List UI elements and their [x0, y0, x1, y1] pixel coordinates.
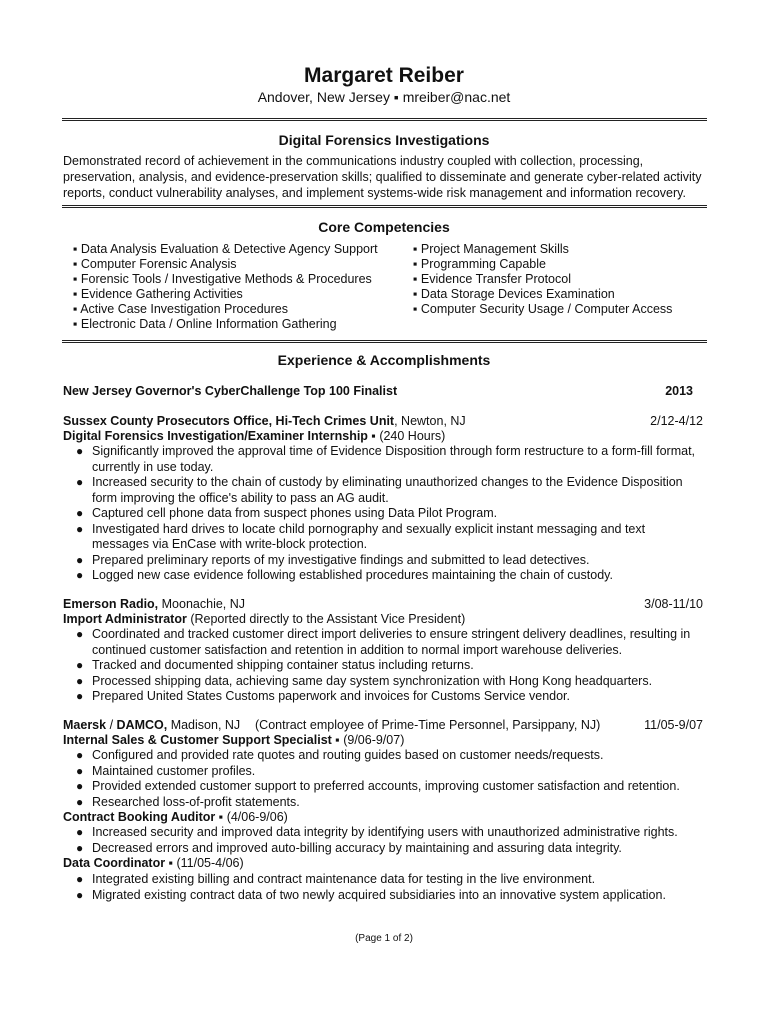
role-dates: ▪ (11/05-4/06)	[165, 856, 244, 870]
competencies-left	[73, 242, 378, 332]
job-header-emerson	[63, 597, 703, 613]
bullet-icon: ●	[76, 794, 84, 809]
list-item: ● Provided extended customer support to preferred accounts, improving customer satisfaction and retention.	[76, 779, 680, 793]
summary-title: Digital Forensics Investigations	[278, 132, 490, 148]
list-item: ● Prepared United States Customs paperwork and invoices for Customs Service vendor.	[76, 689, 571, 703]
bullet-list-sussex	[73, 444, 705, 584]
list-item: ● Prepared preliminary reports of my investigative findings and submitted to lead detectives.	[76, 552, 590, 567]
bullet-list-emerson	[73, 627, 705, 705]
competency-item: ▪ Electronic Data / Online Information Gathering	[73, 317, 337, 331]
employer-location: , Newton, NJ	[394, 414, 466, 428]
bullet-icon: ●	[76, 506, 84, 520]
bullet-list-maersk-1	[73, 748, 705, 810]
experience-title: Experience & Accomplishments	[277, 352, 491, 368]
bullet-icon: ●	[76, 658, 84, 672]
bullet-icon: ●	[76, 887, 84, 902]
contact-line: Andover, New Jersey ▪ mreiber@nac.net	[257, 89, 511, 105]
divider	[62, 118, 707, 121]
bullet-icon: ●	[76, 840, 84, 855]
award-date: 2013	[665, 384, 693, 398]
list-item: ● Captured cell phone data from suspect phones using Data Pilot Program.	[76, 506, 498, 520]
candidate-name: Margaret Reiber	[304, 64, 464, 87]
list-item: ● Decreased errors and improved auto-billing accuracy by maintaining and assuring data integrity.	[76, 840, 622, 855]
list-item: ● Processed shipping data, achieving same day system synchronization with Hong Kong headquarters.	[76, 673, 653, 688]
employer-location: Moonachie, NJ	[158, 597, 246, 611]
employer-location: Madison, NJ	[167, 718, 241, 732]
job-role-maersk-2	[63, 810, 703, 826]
competency-item: ▪ Forensic Tools / Investigative Methods & Procedures	[73, 272, 372, 286]
competencies-right	[413, 242, 672, 317]
competency-item: ▪ Active Case Investigation Procedures	[73, 302, 288, 316]
job-header-sussex	[63, 414, 703, 430]
competencies-title: Core Competencies	[318, 219, 450, 235]
list-item: ● Researched loss-of-profit statements.	[76, 794, 300, 809]
competency-item: ▪ Data Storage Devices Examination	[413, 287, 615, 301]
employer-name: Emerson Radio,	[63, 597, 159, 611]
bullet-icon: ●	[76, 475, 84, 489]
divider	[62, 340, 707, 343]
competency-item: ▪ Data Analysis Evaluation & Detective Agency Support	[73, 242, 378, 256]
list-item: ● Tracked and documented shipping container status including returns.	[76, 658, 474, 672]
award-name: New Jersey Governor's CyberChallenge Top 100 Finalist	[63, 384, 398, 398]
job-role-sussex	[63, 429, 703, 445]
bullet-icon: ●	[76, 673, 84, 688]
page-number: (Page 1 of 2)	[355, 933, 413, 944]
list-item: ● Integrated existing billing and contract maintenance data for testing in the live environment.	[76, 872, 596, 886]
bullet-icon: ●	[76, 552, 84, 567]
list-item: ● Configured and provided rate quotes and routing guides based on customer needs/requests.	[76, 748, 604, 762]
award-row	[63, 384, 703, 400]
summary-text: Demonstrated record of achievement in the communications industry coupled with collection, processing, preservation, analysis, and evidence-preservation skills; qualified to disseminate and generate cyber-related activity reports, conduct vulnerability analyses, and implement systems-wide risk management and information recovery.	[63, 154, 702, 200]
bullet-icon: ●	[76, 825, 84, 839]
bullet-list-maersk-3	[73, 872, 705, 903]
role-title: Internal Sales & Customer Support Specialist	[63, 733, 332, 747]
list-item: ● Increased security to the chain of custody by eliminating unauthorized changes to the Evidence Disposition form improving the office's ability to pass an AG audit.	[76, 475, 683, 505]
role-note: (Reported directly to the Assistant Vice President)	[186, 612, 466, 626]
role-dates: ▪ (4/06-9/06)	[215, 810, 288, 824]
list-item: ● Migrated existing contract data of two newly acquired subsidiaries into an innovative system application.	[76, 887, 666, 902]
bullet-icon: ●	[76, 568, 84, 582]
divider	[62, 205, 707, 208]
job-dates: 3/08-11/10	[644, 597, 703, 611]
role-title: Digital Forensics Investigation/Examiner Internship	[63, 429, 368, 443]
list-item: ● Logged new case evidence following established procedures maintaining the chain of custody.	[76, 568, 613, 582]
job-dates: 2/12-4/12	[650, 414, 703, 428]
job-role-maersk-3	[63, 856, 703, 872]
competency-item: ▪ Evidence Transfer Protocol	[413, 272, 571, 286]
bullet-icon: ●	[76, 872, 84, 886]
list-item: ● Investigated hard drives to locate child pornography and sexually explicit instant messaging and text messages via EnCase with write-block protection.	[76, 521, 646, 551]
list-item: ● Coordinated and tracked customer direct import deliveries to ensure stringent delivery deadlines, resulting in continued customer satisfaction and retention in addition to normal import warehouse deliveries.	[76, 627, 691, 657]
competency-item: ▪ Project Management Skills	[413, 242, 569, 256]
job-header-maersk: Maersk / DAMCO, Madison, NJ (Contract employee of Prime-Time Personnel, Parsippany, NJ) 11/05-9/07	[63, 718, 703, 732]
competency-item: ▪ Computer Security Usage / Computer Access	[413, 302, 673, 316]
bullet-icon: ●	[76, 748, 84, 762]
role-title: Contract Booking Auditor	[63, 810, 216, 824]
competency-item: ▪ Programming Capable	[413, 257, 546, 271]
job-role-maersk-1	[63, 733, 703, 749]
employer-name: Sussex County Prosecutors Office, Hi-Tech Crimes Unit	[63, 414, 395, 428]
bullet-list-maersk-2	[73, 825, 705, 856]
role-title: Data Coordinator	[63, 856, 166, 870]
job-role-emerson	[63, 612, 703, 628]
role-title: Import Administrator	[63, 612, 187, 626]
employer-name: DAMCO,	[116, 718, 168, 732]
competency-item: ▪ Computer Forensic Analysis	[73, 257, 237, 271]
role-note: ▪ (240 Hours)	[367, 429, 446, 443]
bullet-icon: ●	[76, 521, 84, 536]
list-item: ● Increased security and improved data integrity by identifying users with unauthorized administrative rights.	[76, 825, 678, 839]
role-dates: ▪ (9/06-9/07)	[331, 733, 405, 747]
job-dates: 11/05-9/07	[644, 718, 703, 732]
list-item: ● Significantly improved the approval time of Evidence Disposition through form restructure to a form-fill format, currently in use today.	[76, 444, 696, 474]
contract-note: (Contract employee of Prime-Time Personnel, Parsippany, NJ)	[255, 718, 601, 732]
employer-name: Maersk	[63, 718, 107, 732]
competency-item: ▪ Evidence Gathering Activities	[73, 287, 243, 301]
list-item: ● Maintained customer profiles.	[76, 763, 256, 778]
bullet-icon: ●	[76, 444, 84, 458]
bullet-icon: ●	[76, 627, 84, 641]
bullet-icon: ●	[76, 763, 84, 778]
bullet-icon: ●	[76, 689, 84, 703]
bullet-icon: ●	[76, 779, 84, 793]
